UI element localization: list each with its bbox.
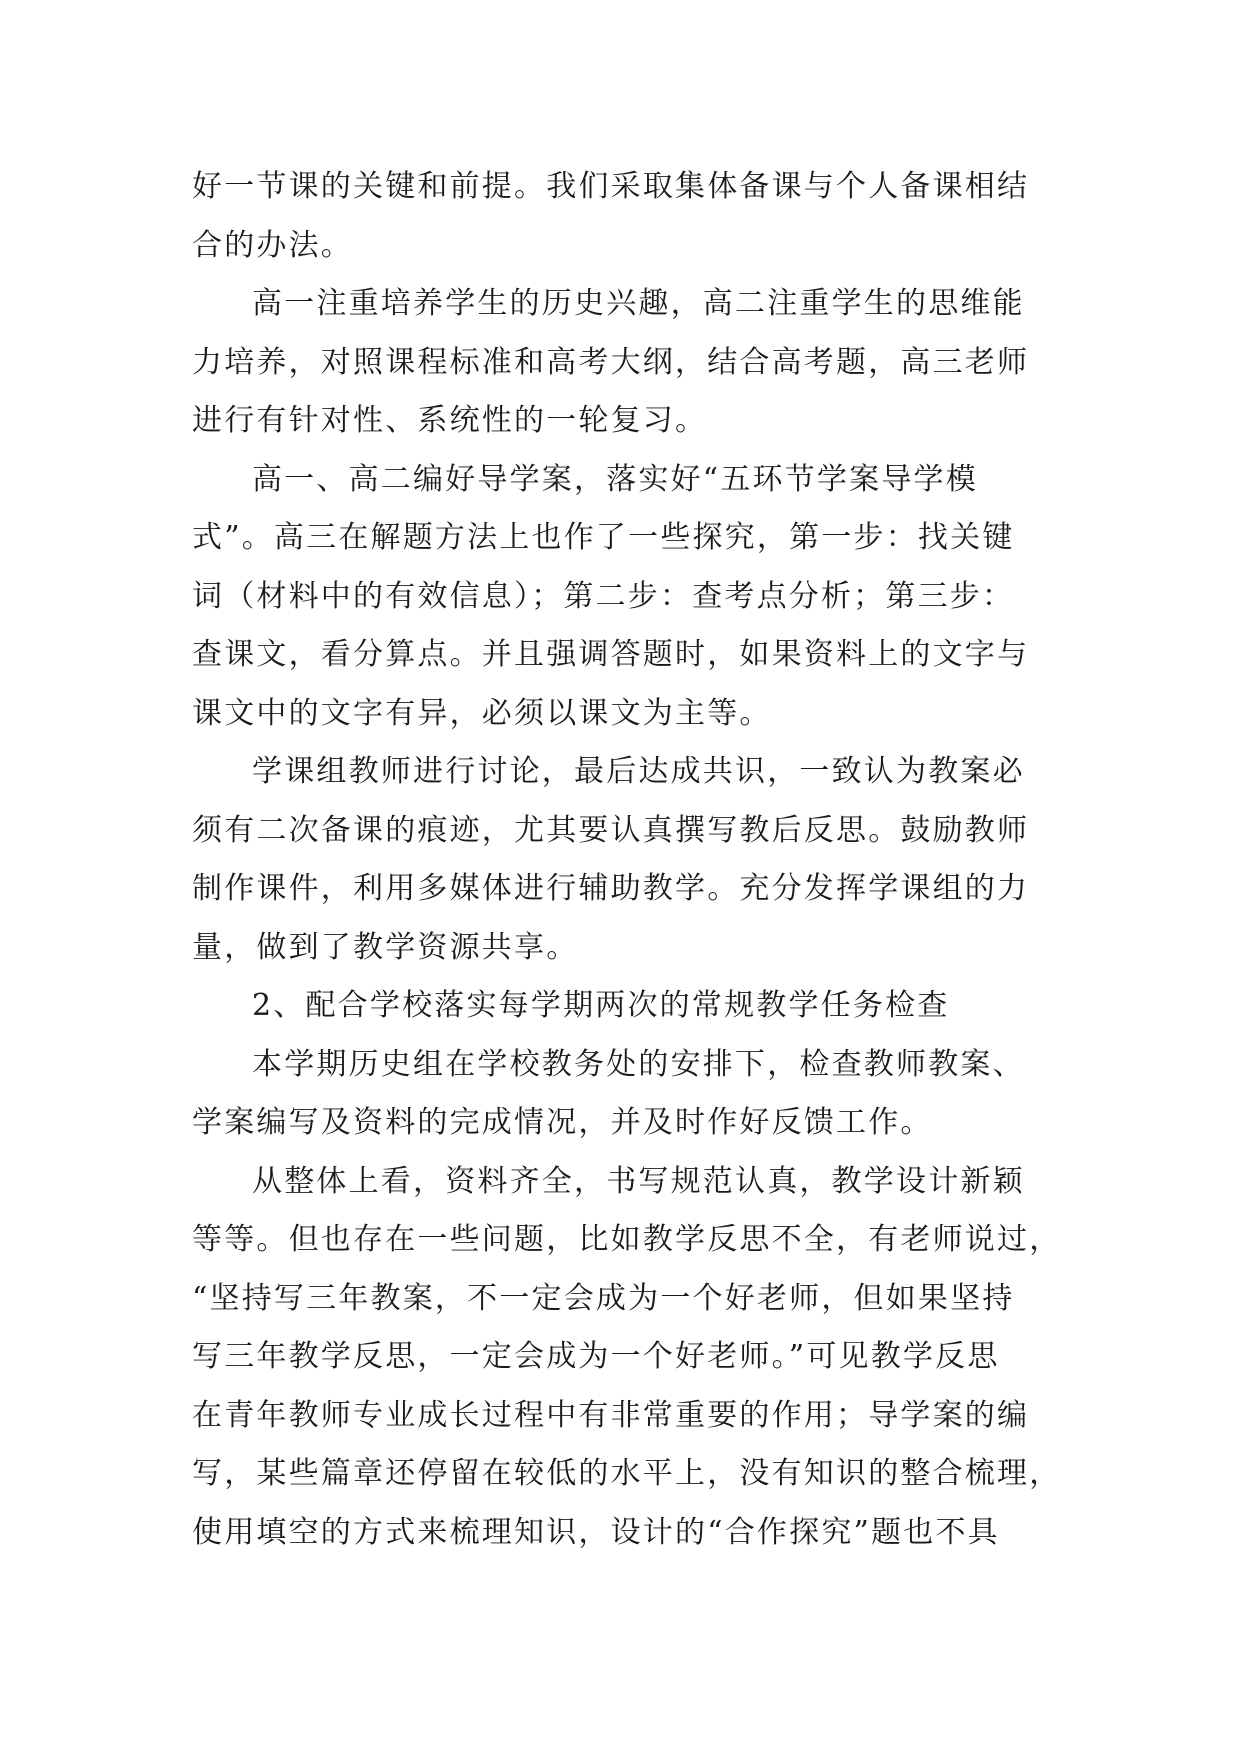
text-line: 在青年教师专业成长过程中有非常重要的作用；导学案的编	[192, 1397, 1030, 1433]
text-line: 学案编写及资料的完成情况，并及时作好反馈工作。	[192, 1105, 933, 1140]
text-line: 课文中的文字有异，必须以课文为主等。	[192, 695, 772, 731]
text-line: 进行有针对性、系统性的一轮复习。	[192, 403, 708, 438]
text-line: 写三年教学反思，一定会成为一个好老师。”可见教学反思	[192, 1339, 1000, 1374]
section-heading: 2、配合学校落实每学期两次的常规教学任务检查	[252, 988, 950, 1023]
text-line: 词（材料中的有效信息）；第二步：查考点分析；第三步：	[192, 578, 1015, 614]
paragraph-start-line: 高一、高二编好导学案，落实好“五环节学案导学模	[252, 461, 978, 497]
text-line: 须有二次备课的痕迹，尤其要认真撰写教后反思。鼓励教师	[192, 812, 1030, 848]
text-line: 好一节课的关键和前提。我们采取集体备课与个人备课相结	[192, 169, 1030, 204]
document-body	[192, 158, 1062, 1562]
text-line: 制作课件，利用多媒体进行辅助教学。充分发挥学课组的力	[192, 871, 1030, 906]
text-line: 查课文，看分算点。并且强调答题时，如果资料上的文字与	[192, 637, 1030, 672]
paragraph-start-line: 从整体上看，资料齐全，书写规范认真，教学设计新颖	[252, 1163, 1025, 1199]
paragraph-start-line: 高一注重培养学生的历史兴趣，高二注重学生的思维能	[252, 286, 1025, 321]
text-line: “坚持写三年教案，不一定会成为一个好老师，但如果坚持	[192, 1280, 1015, 1316]
text-line: 写，某些篇章还停留在较低的水平上，没有知识的整合梳理，	[192, 1456, 1062, 1491]
text-line: 量，做到了教学资源共享。	[192, 929, 579, 965]
paragraph-start-line: 本学期历史组在学校教务处的安排下，检查教师教案、	[252, 1046, 1025, 1082]
text-line: 使用填空的方式来梳理知识，设计的“合作探究”题也不具	[192, 1514, 1000, 1550]
text-line: 式”。高三在解题方法上也作了一些探究，第一步：找关键	[192, 520, 1015, 555]
paragraph-start-line: 学课组教师进行讨论，最后达成共识，一致认为教案必	[252, 754, 1025, 789]
text-line: 等等。但也存在一些问题，比如教学反思不全，有老师说过，	[192, 1222, 1062, 1257]
text-line: 力培养，对照课程标准和高考大纲，结合高考题，高三老师	[192, 344, 1030, 380]
text-line: 合的办法。	[192, 227, 353, 263]
